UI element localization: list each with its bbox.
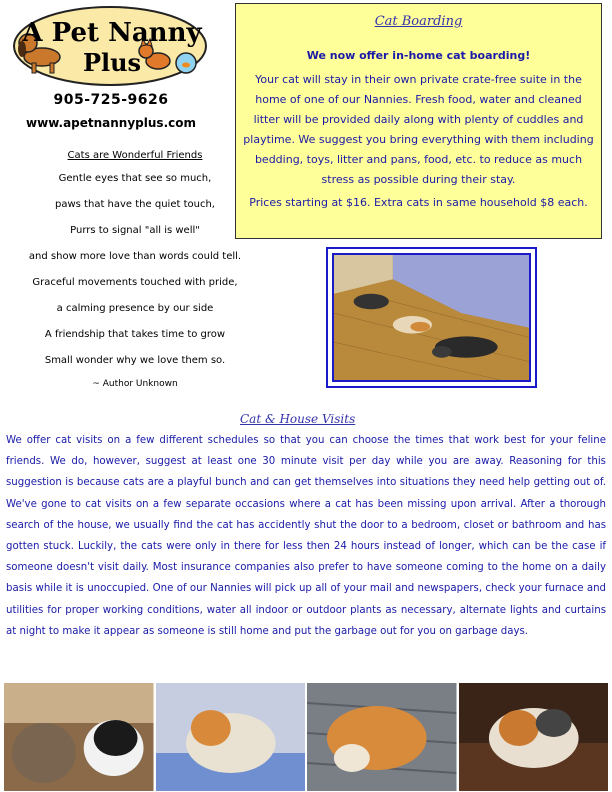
poem-line: Small wonder why we love them so. [44, 355, 226, 366]
cats-sniffing-photo [4, 683, 154, 791]
poem-line: A friendship that takes time to grow [44, 329, 226, 340]
boarding-body: Your cat will stay in their own private crate-free suite in the home of one of our Nannies. Fresh food, water and cleaned litter will be provided daily along with plenty of cuddles and playtime. We suggest you bring everything with them including bedding, toys, litter and pans, food, etc. to reduce as much stress as possible during their stay. [243, 73, 594, 186]
poem-line: Graceful movements touched with pride, [32, 277, 238, 288]
poem-title: Cats are Wonderful Friends [67, 150, 203, 161]
poem [0, 150, 270, 389]
poem-line: Purrs to signal "all is well" [70, 225, 200, 236]
logo [12, 5, 208, 87]
phone-number: 905-725-9626 [53, 92, 169, 108]
visits-body: We offer cat visits on a few different schedules so that you can choose the times that work best for your feline friends. We do, however, suggest at least one 30 minute visit per day while you are away. Reasoning for this suggestion is because cats are a playful bunch and can get themselves into situations they need help getting out of. We've gone to cat visits on a few separate occasions where a cat has been missing upon arrival. After a thorough search of the house, we usually find the cat has accidently shut the door to a bedroom, closet or bathroom and has gotten stuck. Luckily, the cats were only in there for less then 24 hours instead of longer, which can be the case if someone doesn't visit daily. Most insurance companies also prefer to have someone coming to the home on a daily basis while it is unoccupied. One of our Nannies will pick up all of your mail and newspapers, check your furnace and utilities for proper working conditions, water all indoor or outdoor plants as necessary, alternate lights and curtains at night to make it appear as someone is still home and put the garbage out for you on garbage days. [6, 435, 606, 637]
fishbowl-icon [176, 53, 196, 73]
cats-on-floor-photo [332, 253, 531, 382]
logo-subtitle: Plus [82, 48, 142, 77]
logo-title: A Pet Nanny [22, 18, 202, 48]
poem-author: ~ Author Unknown [92, 379, 178, 389]
boarding-price: Prices starting at $16. Extra cats in same household $8 each. [249, 196, 588, 209]
boarding-heading: Cat Boarding [374, 14, 463, 29]
poem-line: paws that have the quiet touch, [55, 199, 215, 210]
poem-line: a calming presence by our side [56, 303, 214, 314]
boarding-subhead: We now offer in-home cat boarding! [306, 49, 531, 62]
cat-on-table-photo [459, 683, 609, 791]
cat-on-blanket-photo [156, 683, 306, 791]
cat-boarding-box [235, 3, 602, 239]
website-url[interactable]: www.apetnannyplus.com [26, 116, 196, 130]
poem-line: Gentle eyes that see so much, [58, 173, 212, 184]
visits-heading: Cat & House Visits [240, 412, 356, 426]
cats-photo-frame [326, 247, 537, 388]
poem-line: and show more love than words could tell. [28, 251, 242, 262]
photo-strip [4, 683, 608, 791]
cat-on-deck-photo [307, 683, 457, 791]
